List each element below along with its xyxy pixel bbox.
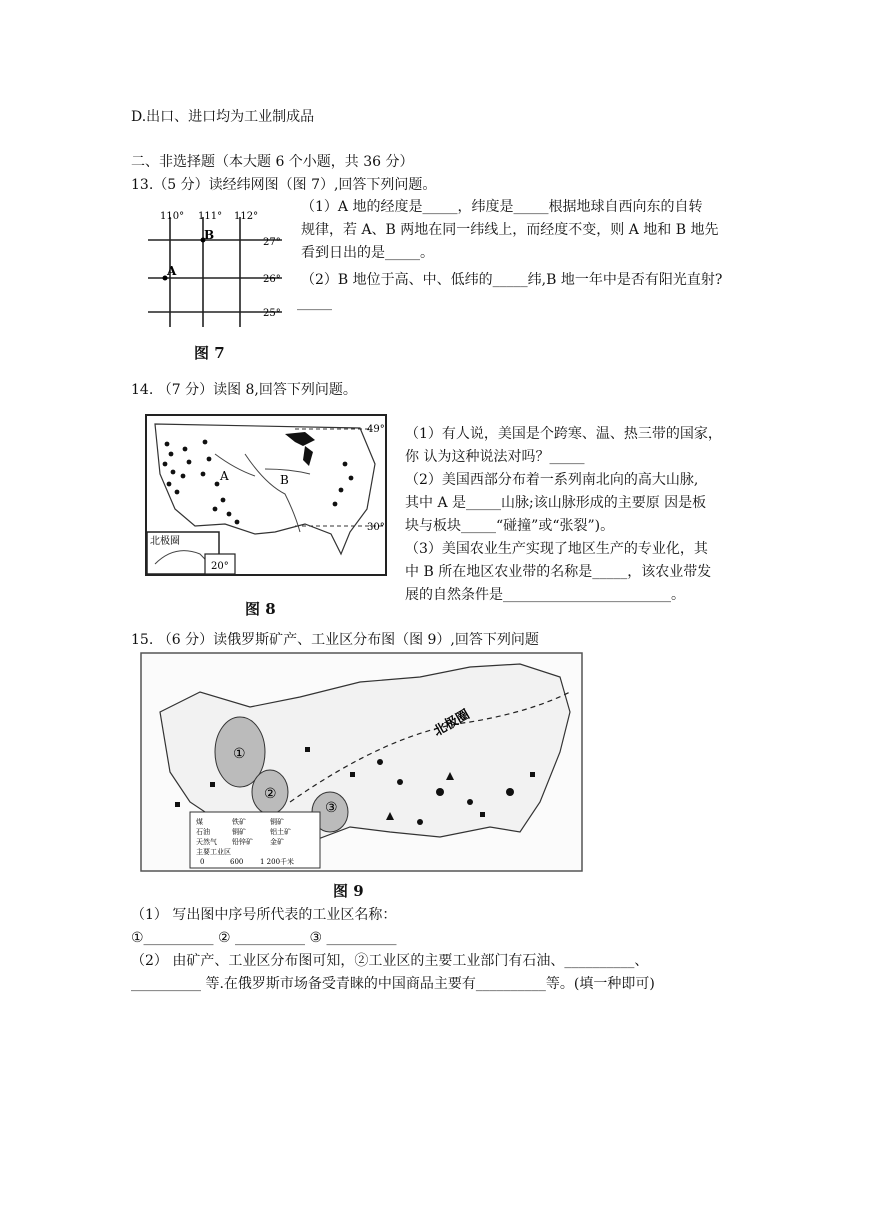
point-a-label: A	[167, 264, 177, 278]
option-d: D.出口、进口均为工业制成品	[131, 109, 315, 125]
legend-item: 金矿	[270, 838, 284, 846]
legend-scale: 0	[200, 858, 205, 866]
q13-line: 规律，若 A、B 两地在同一纬线上，而经度不变，则 A 地和 B 地先	[301, 222, 719, 238]
lat-label: 26°	[263, 274, 281, 285]
q13-body	[297, 196, 723, 315]
point-b-label: B	[204, 228, 215, 242]
lon-label: 110°	[160, 211, 185, 222]
legend-industrial: 主要工业区	[196, 848, 231, 856]
lat-30-label: 30°	[367, 522, 385, 533]
arctic-circle-label: 北极圈	[150, 536, 180, 547]
lon-label: 111°	[198, 211, 223, 222]
q14-line: 你 认为这种说法对吗？_____	[405, 449, 585, 465]
q15-part1-intro: （1） 写出图中序号所代表的工业区名称：	[131, 907, 397, 923]
q14-body	[405, 423, 722, 607]
legend-item: 煤	[196, 818, 203, 826]
legend-item: 铜矿	[232, 828, 246, 836]
q14-line: 中 B 所在地区农业带的名称是_____，该农业带发	[405, 564, 712, 580]
q13-line: _____	[297, 295, 332, 311]
map-label-a: A	[220, 469, 229, 483]
figure-7-grid-map	[140, 205, 300, 335]
q15-stem: 15. （6 分）读俄罗斯矿产、工业区分布图（图 9）,回答下列问题	[131, 632, 539, 648]
figure-7-caption: 图 7	[194, 344, 225, 362]
section-heading: 二、非选择题（本大题 6 个小题，共 36 分）	[131, 154, 414, 170]
lat-label: 27°	[263, 237, 281, 248]
map-label-b: B	[280, 473, 289, 487]
q14-line: 块与板块_____“碰撞”或“张裂”)。	[405, 518, 615, 534]
legend-item: 铅锌矿	[232, 838, 253, 846]
lat-20-label: 20°	[211, 561, 229, 572]
figure-8-caption: 图 8	[245, 600, 276, 618]
q14-stem: 14. （7 分）读图 8,回答下列问题。	[131, 382, 357, 398]
figure-9-caption: 图 9	[333, 882, 364, 900]
region-2-label: ②	[264, 786, 277, 802]
q15-part1-blanks: ①__________ ② __________ ③ __________	[131, 930, 397, 946]
q15-part2-line2: __________ 等.在俄罗斯市场备受青睐的中国商品主要有__________等。(填一种即可)	[131, 976, 655, 992]
legend-item: 铝土矿	[270, 828, 291, 836]
lon-label: 112°	[234, 211, 259, 222]
q15-part2-line1: （2） 由矿产、工业区分布图可知，②工业区的主要工业部门有石油、__________、	[131, 953, 649, 969]
region-1-label: ①	[233, 746, 246, 762]
lat-label: 25°	[263, 308, 281, 319]
q13-line: 看到日出的是_____。	[301, 245, 434, 261]
lat-49-label: 49°	[367, 424, 385, 435]
figure-8-usa-map	[145, 414, 389, 579]
legend-item: 铜矿	[270, 818, 284, 826]
q14-line: 其中 A 是_____山脉;该山脉形成的主要原 因是板	[405, 495, 707, 511]
arctic-circle-label: 北极圈	[431, 707, 473, 740]
q13-line: （1）A 地的经度是_____，纬度是_____根据地球自西向东的自转	[301, 199, 703, 215]
legend-item: 天然气	[196, 838, 217, 846]
figure-9-russia-map	[140, 652, 584, 874]
q14-line: 展的自然条件是________________________。	[405, 587, 685, 603]
legend-item: 石油	[196, 828, 210, 836]
q13-line: （2）B 地位于高、中、低纬的_____纬,B 地一年中是否有阳光直射?	[301, 272, 723, 288]
region-3-label: ③	[325, 800, 338, 816]
legend-scale: 600	[230, 858, 244, 866]
q13-stem: 13.（5 分）读经纬网图（图 7）,回答下列问题。	[131, 177, 437, 193]
q14-line: （1）有人说，美国是个跨寒、温、热三带的国家，	[405, 426, 722, 442]
legend-item: 铁矿	[232, 818, 246, 826]
q14-line: （2）美国西部分布着一系列南北向的高大山脉,	[405, 472, 699, 488]
q14-line: （3）美国农业生产实现了地区生产的专业化，其	[405, 541, 708, 557]
legend-scale: 1 200千米	[260, 858, 295, 866]
